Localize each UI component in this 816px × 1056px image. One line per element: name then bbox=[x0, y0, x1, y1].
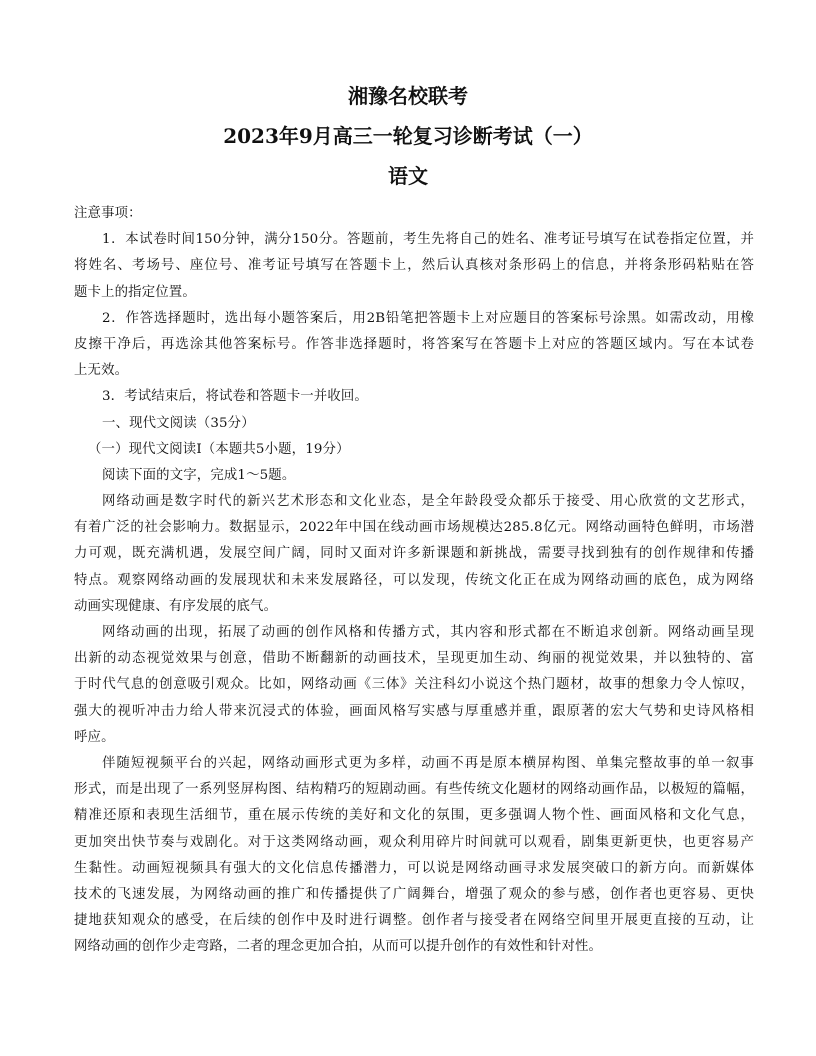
text-line: 形式，而是出现了一系列竖屏构图、结构精巧的短剧动画。有些传统文化题材的网络动画作品，以极短的篇幅， bbox=[74, 782, 754, 798]
text-line: 更加突出快节奏与戏剧化。对于这类网络动画，观众利用碎片时间就可以观看，剧集更新更快，也更容易产 bbox=[74, 834, 754, 850]
text-line: 于时代气息的创意吸引观众。比如，网络动画《三体》关注科幻小说这个热门题材，故事的想象力令人惊叹， bbox=[74, 677, 754, 693]
text-line: 呼应。 bbox=[74, 729, 115, 745]
text-line: 阅读下面的文字，完成1～5题。 bbox=[102, 467, 296, 483]
text-line: 捷地获知观众的感受，在后续的创作中及时进行调整。创作者与接受者在网络空间里开展更直接的互动，让 bbox=[74, 913, 754, 929]
text-line: 一、现代文阅读（35分） bbox=[102, 415, 255, 431]
subject-title: 语文 bbox=[388, 164, 428, 188]
text-line: 伴随短视频平台的兴起，网络动画形式更为多样，动画不再是原本横屏构图、单集完整故事的单一叙事 bbox=[102, 755, 754, 771]
exam-title: 2023年9月高三一轮复习诊断考试（一） bbox=[223, 124, 593, 148]
text-line: 有着广泛的社会影响力。数据显示，2022年中国在线动画市场规模达285.8亿元。网络动画特色鲜明，市场潜 bbox=[74, 520, 754, 536]
text-line: （一）现代文阅读Ⅰ（本题共5小题，19分） bbox=[88, 441, 350, 457]
text-line: 网络动画的出现，拓展了动画的创作风格和传播方式，其内容和形式都在不断追求创新。网络动画呈现 bbox=[102, 625, 754, 640]
text-line: 力可观，既充满机遇，发展空间广阔，同时又面对许多新课题和新挑战，需要寻找到独有的创作规律和传播 bbox=[74, 546, 754, 562]
document-body bbox=[74, 201, 754, 960]
text-line: 2．作答选择题时，选出每小题答案后，用2B铅笔把答题卡上对应题目的答案标号涂黑。如需改动，用橡 bbox=[102, 310, 754, 326]
text-line: 特点。观察网络动画的发展现状和未来发展路径，可以发现，传统文化正在成为网络动画的底色，成为网络 bbox=[74, 572, 754, 588]
text-line: 动画实现健康、有序发展的底气。 bbox=[74, 598, 278, 614]
text-line: 强大的视听冲击力给人带来沉浸式的体验，画面风格写实感与厚重感并重，跟原著的宏大气势和史诗风格相 bbox=[74, 703, 754, 719]
text-line: 精准还原和表现生活细节，重在展示传统的美好和文化的氛围，更多强调人物个性、画面风格和文化气息， bbox=[74, 808, 754, 824]
exam-organizer-title: 湘豫名校联考 bbox=[348, 84, 468, 108]
text-line: 技术的飞速发展，为网络动画的推广和传播提供了广阔舞台，增强了观众的参与感，创作者也更容易、更快 bbox=[74, 886, 754, 902]
text-line: 上无效。 bbox=[74, 363, 129, 379]
text-line: 皮擦干净后，再选涂其他答案标号。作答非选择题时，将答案写在答题卡上对应的答题区域内。写在本试卷 bbox=[74, 336, 754, 352]
text-line: 网络动画的创作少走弯路，二者的理念更加合拍，从而可以提升创作的有效性和针对性。 bbox=[74, 939, 603, 955]
text-line: 3．考试结束后，将试卷和答题卡一并收回。 bbox=[102, 389, 368, 405]
text-line: 出新的动态视觉效果与创意，借助不断翻新的动画技术，呈现更加生动、绚丽的视觉效果，并以独特的、富 bbox=[74, 651, 754, 667]
text-line: 题卡上的指定位置。 bbox=[74, 284, 196, 300]
text-line: 1．本试卷时间150分钟，满分150分。答题前，考生先将自己的姓名、准考证号填写在试卷指定位置，并 bbox=[102, 232, 754, 248]
text-line: 生黏性。动画短视频具有强大的文化信息传播潜力，可以说是网络动画寻求发展突破口的新方向。而新媒体 bbox=[74, 860, 754, 876]
text-line: 网络动画是数字时代的新兴艺术形态和文化业态，是全年龄段受众都乐于接受、用心欣赏的文艺形式， bbox=[102, 494, 754, 510]
text-line: 注意事项： bbox=[74, 206, 142, 221]
text-line: 将姓名、考场号、座位号、准考证号填写在答题卡上，然后认真核对条形码上的信息，并将条形码粘贴在答 bbox=[74, 258, 754, 274]
